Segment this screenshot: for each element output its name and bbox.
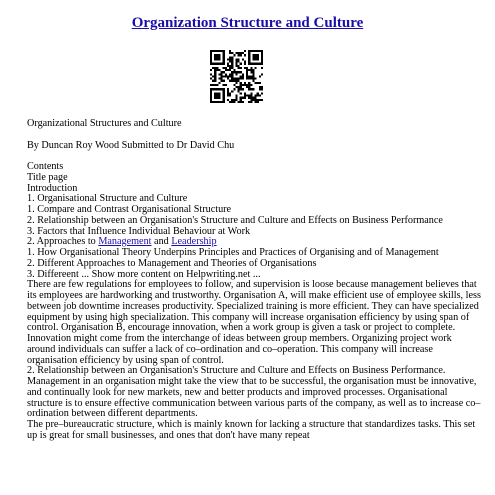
body-paragraph: Management in an organisation might take the view that to be successful, the organisation must be innovative, and continually look for new markets, new and better products and improved processes. Organisational structure is to ensure effective communication between various parts of the company, as well as to increase co–ordination between different departments. (27, 376, 481, 420)
body-paragraph: There are few regulations for employees to follow, and supervision is loose because management believes that its employees are hardworking and trustworthy. Organisation A, will make efficient use of employee skills, less between job downtime increases productivity. Specialized training is more efficient. They can have specialized equipment by using high specialization. This company will increase organisation efficiency by using span of control. Organisation B, encourage innovation, when a work group is given a task or project to complete. Innovation might come from the interchange of ideas between group members. Organizing project work around individuals can suffer a lack of co–ordination and co–operation. This company will increase organisation efficiency by using span of control. (27, 279, 481, 366)
toc-line: Contents (27, 161, 64, 172)
document-body (27, 119, 482, 442)
toc-line: 1. Organisational Structure and Culture (27, 193, 188, 205)
leadership-link[interactable]: Leadership (171, 236, 217, 248)
section-heading: 2. Relationship between an Organisation's Structure and Culture and Effects on Business Performance. (27, 365, 446, 377)
toc-line: Title page (27, 171, 68, 183)
qr-code (210, 50, 263, 103)
body-paragraph: The pre–bureaucratic structure, which is mainly known for lacking a structure that standardizes tasks. This set up is great for small businesses, and ones that don't have many repeat (27, 419, 476, 441)
toc-line: 2. Different Approaches to Management and Theories of Organisations (27, 257, 317, 269)
table-of-contents (27, 162, 482, 280)
toc-line: 3. Factors that Influence Individual Behaviour at Work (27, 225, 251, 237)
show-more-line[interactable]: 3. Differeent ... Show more content on Helpwriting.net ... (27, 268, 261, 280)
toc-line: 1. Compare and Contrast Organisational Structure (27, 204, 232, 215)
toc-line: Introduction (27, 182, 78, 194)
toc-line: 2. Relationship between an Organisation's Structure and Culture and Effects on Business Performance (27, 214, 443, 226)
toc-line: 1. How Organisational Theory Underpins Principles and Practices of Organising and of Management (27, 247, 439, 258)
approaches-prefix: 2. Approaches to (27, 236, 99, 248)
management-link[interactable]: Management (98, 236, 152, 248)
document-heading: Organizational Structures and Culture (27, 118, 182, 129)
approaches-middle: and (151, 236, 172, 248)
document-title[interactable]: Organization Structure and Culture (131, 15, 364, 31)
byline: By Duncan Roy Wood Submitted to Dr David Chu (27, 139, 235, 151)
